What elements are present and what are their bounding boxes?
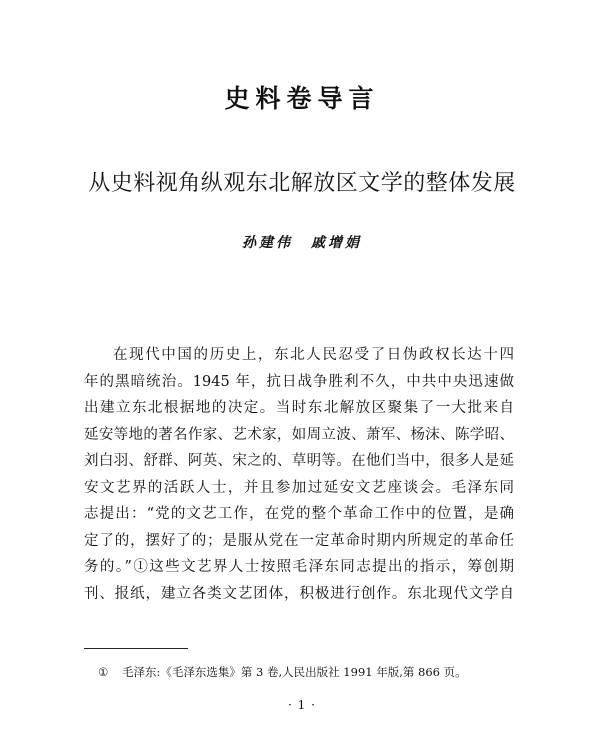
section-title: 史料卷导言 — [224, 84, 380, 113]
paragraph-line: 刊、报纸，建立各类文艺团体，积极进行创作。东北现代文学自 — [84, 585, 514, 602]
article-title: 从史料视角纵观东北解放区文学的整体发展 — [88, 171, 516, 196]
author-line — [0, 234, 604, 252]
footnote-marker: ① — [98, 665, 109, 679]
author-name: 孙建伟 — [242, 235, 293, 251]
paragraph-line: 刘白羽、舒群、阿英、宋之的、草明等。在他们当中，很多人是延 — [84, 453, 514, 469]
paragraph-line: 出建立东北根据地的决定。当时东北解放区聚集了一大批来自 — [84, 400, 514, 416]
paragraph-line: 志提出：“党的文艺工作，在党的整个革命工作中的位置，是确 — [84, 506, 514, 522]
body-paragraph — [84, 342, 514, 607]
paragraph-line: 延安等地的著名作家、艺术家，如周立波、萧军、杨沫、陈学昭、 — [84, 426, 514, 443]
paragraph-line: 年的黑暗统治。1945 年，抗日战争胜利不久，中共中央迅速做 — [84, 373, 514, 390]
page-number: · 1 · — [288, 698, 316, 712]
footnote-text: 毛泽东:《毛泽东选集》第 3 卷,人民出版社 1991 年版,第 866 页。 — [122, 665, 467, 679]
footnote — [98, 664, 528, 680]
paragraph-line: 在现代中国的历史上，东北人民忍受了日伪政权长达十四 — [113, 347, 514, 363]
author-name: 戚增娟 — [311, 235, 362, 251]
paragraph-line: 定了的，摆好了的；是服从党在一定革命时期内所规定的革命任 — [84, 532, 514, 549]
paragraph-line: 安文艺界的活跃人士，并且参加过延安文艺座谈会。毛泽东同 — [84, 479, 514, 496]
footnote-divider — [84, 648, 188, 649]
paragraph-line: 务的。”①这些文艺界人士按照毛泽东同志提出的指示，筹创期 — [84, 559, 514, 575]
